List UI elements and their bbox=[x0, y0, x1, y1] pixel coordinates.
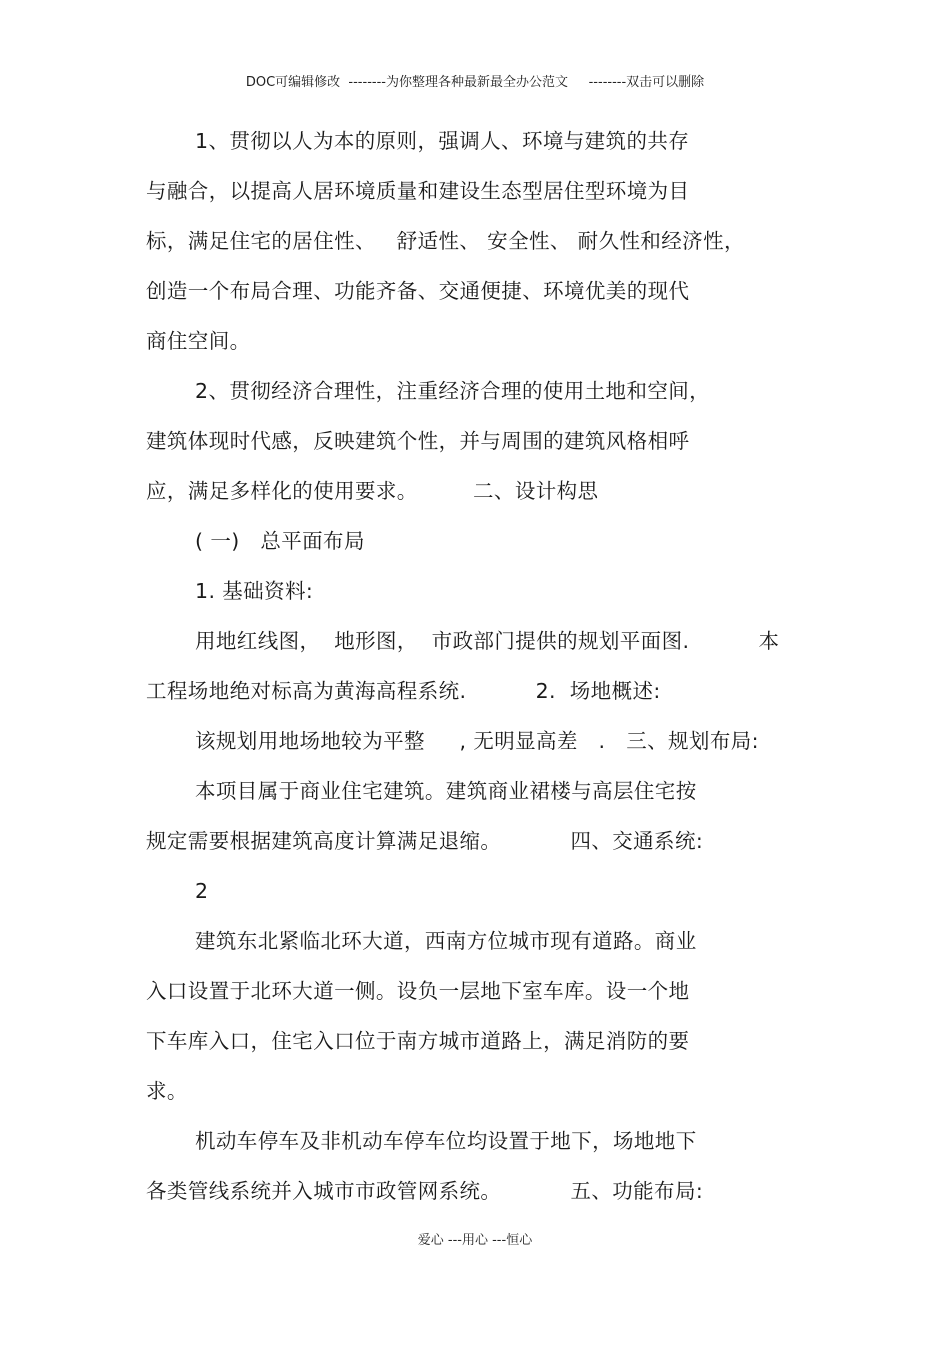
body-line: 与融合，以提高人居环境质量和建设生态型居住型环境为目 bbox=[146, 179, 690, 203]
body-line: 应，满足多样化的使用要求。 二、设计构思 bbox=[146, 479, 599, 503]
sub-heading: 1. 基础资料: bbox=[195, 579, 314, 603]
body-line: 工程场地绝对标高为黄海高程系统. 2. 场地概述: bbox=[146, 679, 661, 703]
body-line: 下车库入口，住宅入口位于南方城市道路上，满足消防的要 bbox=[146, 1029, 690, 1053]
body-line: 本项目属于商业住宅建筑。建筑商业裙楼与高层住宅按 bbox=[195, 779, 697, 803]
page-footer: 爱心 ---用心 ---恒心 bbox=[417, 1233, 533, 1248]
body-line: 该规划用地场地较为平整 , 无明显高差 . 三、规划布局: bbox=[195, 729, 759, 753]
page-number: 2 bbox=[195, 879, 209, 903]
body-line: 用地红线图， 地形图， 市政部门提供的规划平面图. 本 bbox=[195, 629, 780, 653]
body-line: 建筑东北紧临北环大道，西南方位城市现有道路。商业 bbox=[195, 929, 697, 953]
section-heading: ( 一) 总平面布局 bbox=[195, 529, 365, 553]
body-line: 求。 bbox=[146, 1079, 188, 1103]
body-line: 机动车停车及非机动车停车位均设置于地下，场地地下 bbox=[195, 1129, 697, 1153]
body-line: 建筑体现时代感，反映建筑个性，并与周围的建筑风格相呼 bbox=[146, 429, 690, 453]
body-line: 规定需要根据建筑高度计算满足退缩。 四、交通系统: bbox=[146, 829, 704, 853]
body-line: 入口设置于北环大道一侧。设负一层地下室车库。设一个地 bbox=[146, 979, 690, 1003]
body-line: 各类管线系统并入城市市政管网系统。 五、功能布局: bbox=[146, 1179, 704, 1203]
body-line: 1、贯彻以人为本的原则，强调人、环境与建筑的共存 bbox=[195, 129, 690, 153]
body-line: 商住空间。 bbox=[146, 329, 251, 353]
page-header: DOC可编辑修改 --------为你整理各种最新最全办公范文 --------双击可以删除 bbox=[245, 75, 705, 90]
body-line: 标，满足住宅的居住性、 舒适性、 安全性、 耐久性和经济性， bbox=[146, 229, 745, 253]
body-line: 创造一个布局合理、功能齐备、交通便捷、环境优美的现代 bbox=[146, 279, 690, 303]
body-line: 2、贯彻经济合理性，注重经济合理的使用土地和空间， bbox=[195, 379, 711, 403]
